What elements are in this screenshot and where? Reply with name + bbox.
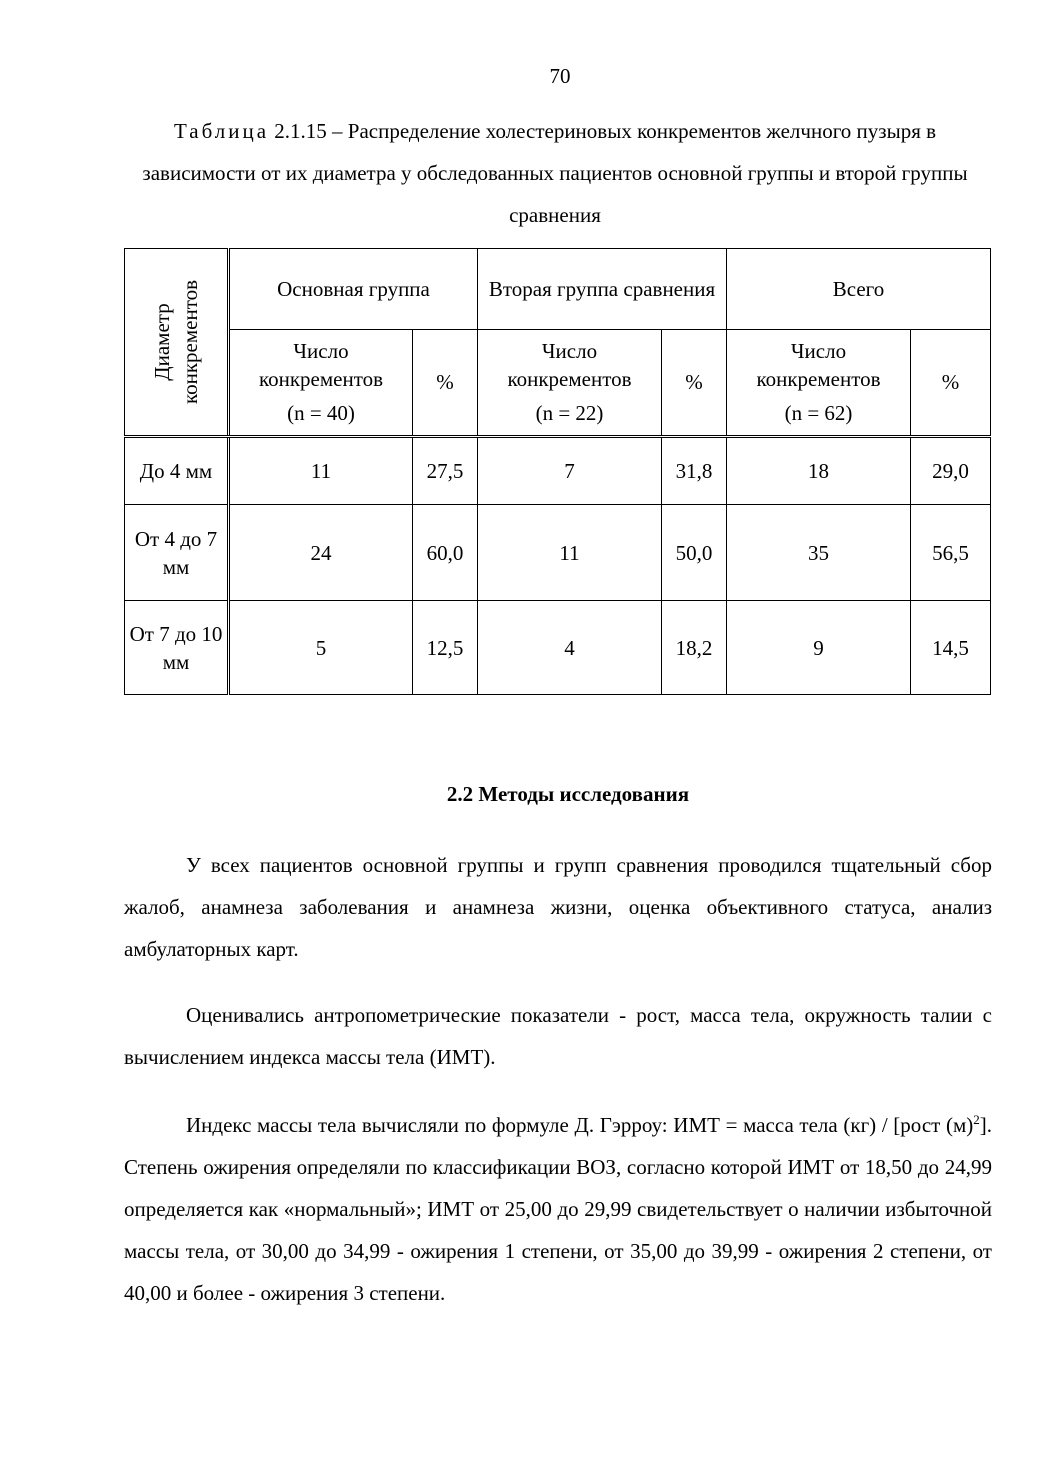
row-header-label: Диаметр конкрементов bbox=[150, 279, 202, 405]
table-caption-label: Таблица bbox=[173, 119, 270, 143]
table-cell: 9 bbox=[727, 601, 911, 695]
row-label: До 4 мм bbox=[125, 437, 229, 505]
page-number: 70 bbox=[549, 64, 571, 88]
percent-header-main: % bbox=[413, 329, 478, 436]
table-cell: 24 bbox=[229, 505, 413, 601]
n-label: (n = 22) bbox=[535, 401, 604, 426]
percent-header-second: % bbox=[662, 329, 727, 436]
row-label: От 4 до 7 мм bbox=[125, 505, 229, 601]
group-header-total: Всего bbox=[727, 249, 991, 330]
count-header-second bbox=[478, 329, 662, 436]
paragraph-complaints: У всех пациентов основной группы и групп сравнения проводился тщательный сбор жалоб, анамнеза заболевания и анамнеза жизни, оценка объективного статуса, анализ амбулаторных карт. bbox=[124, 853, 992, 961]
table-subheader-row bbox=[125, 329, 991, 436]
paragraph-anthropometry: Оценивались антропометрические показатели - рост, масса тела, окружность талии с вычислением индекса массы тела (ИМТ). bbox=[124, 1003, 992, 1069]
count-header-total bbox=[727, 329, 911, 436]
n-label: (n = 40) bbox=[287, 401, 355, 426]
table-cell: 18 bbox=[727, 437, 911, 505]
count-label: Число конкрементов bbox=[756, 339, 881, 392]
paragraph-bmi bbox=[124, 1104, 992, 1314]
table-cell: 4 bbox=[478, 601, 662, 695]
percent-header-total: % bbox=[911, 329, 991, 436]
table-row bbox=[125, 601, 991, 695]
table-cell: 11 bbox=[229, 437, 413, 505]
group-header-second: Вторая группа сравнения bbox=[478, 249, 727, 330]
concrement-diameter-table bbox=[124, 248, 991, 695]
table-cell: 29,0 bbox=[911, 437, 991, 505]
row-label: От 7 до 10 мм bbox=[125, 601, 229, 695]
count-header-main bbox=[229, 329, 413, 436]
section-title: 2.2 Методы исследования bbox=[446, 782, 690, 806]
bmi-text-end: ]. Степень ожирения определяли по классификации ВОЗ, согласно которой ИМТ от 18,50 до 24,99 определяется как «нормальный»; ИМТ от 25,00 до 29,99 свидетельствует о наличии избыточной массы тела, от 30,00 до 34,99 - ожирения 1 степени, от 35,00 до 39,99 - ожирения 2 степени, от 40,00 и более - ожирения 3 степени. bbox=[124, 1113, 992, 1305]
table-cell: 14,5 bbox=[911, 601, 991, 695]
bmi-superscript: 2 bbox=[973, 1112, 980, 1127]
count-label: Число конкрементов bbox=[507, 339, 632, 392]
n-label: (n = 62) bbox=[784, 401, 853, 426]
row-header-cell bbox=[125, 249, 229, 437]
table-cell: 18,2 bbox=[662, 601, 727, 695]
table-cell: 12,5 bbox=[413, 601, 478, 695]
table-row bbox=[125, 437, 991, 505]
count-label: Число конкрементов bbox=[258, 339, 384, 392]
table-caption bbox=[120, 110, 990, 236]
table-row bbox=[125, 505, 991, 601]
table-cell: 35 bbox=[727, 505, 911, 601]
bmi-text-start: Индекс массы тела вычисляли по формуле Д. Гэрроу: ИМТ = масса тела (кг) / [рост (м) bbox=[186, 1113, 974, 1137]
table-cell: 31,8 bbox=[662, 437, 727, 505]
table-cell: 50,0 bbox=[662, 505, 727, 601]
table-cell: 7 bbox=[478, 437, 662, 505]
group-header-main: Основная группа bbox=[229, 249, 478, 330]
table-cell: 5 bbox=[229, 601, 413, 695]
table-caption-text: 2.1.15 – Распределение холестериновых конкрементов желчного пузыря в зависимости от их диаметра у обследованных пациентов основной группы и второй группы сравнения bbox=[142, 119, 968, 227]
table-cell: 56,5 bbox=[911, 505, 991, 601]
table-cell: 27,5 bbox=[413, 437, 478, 505]
table-header-row bbox=[125, 249, 991, 330]
table-cell: 60,0 bbox=[413, 505, 478, 601]
table-cell: 11 bbox=[478, 505, 662, 601]
